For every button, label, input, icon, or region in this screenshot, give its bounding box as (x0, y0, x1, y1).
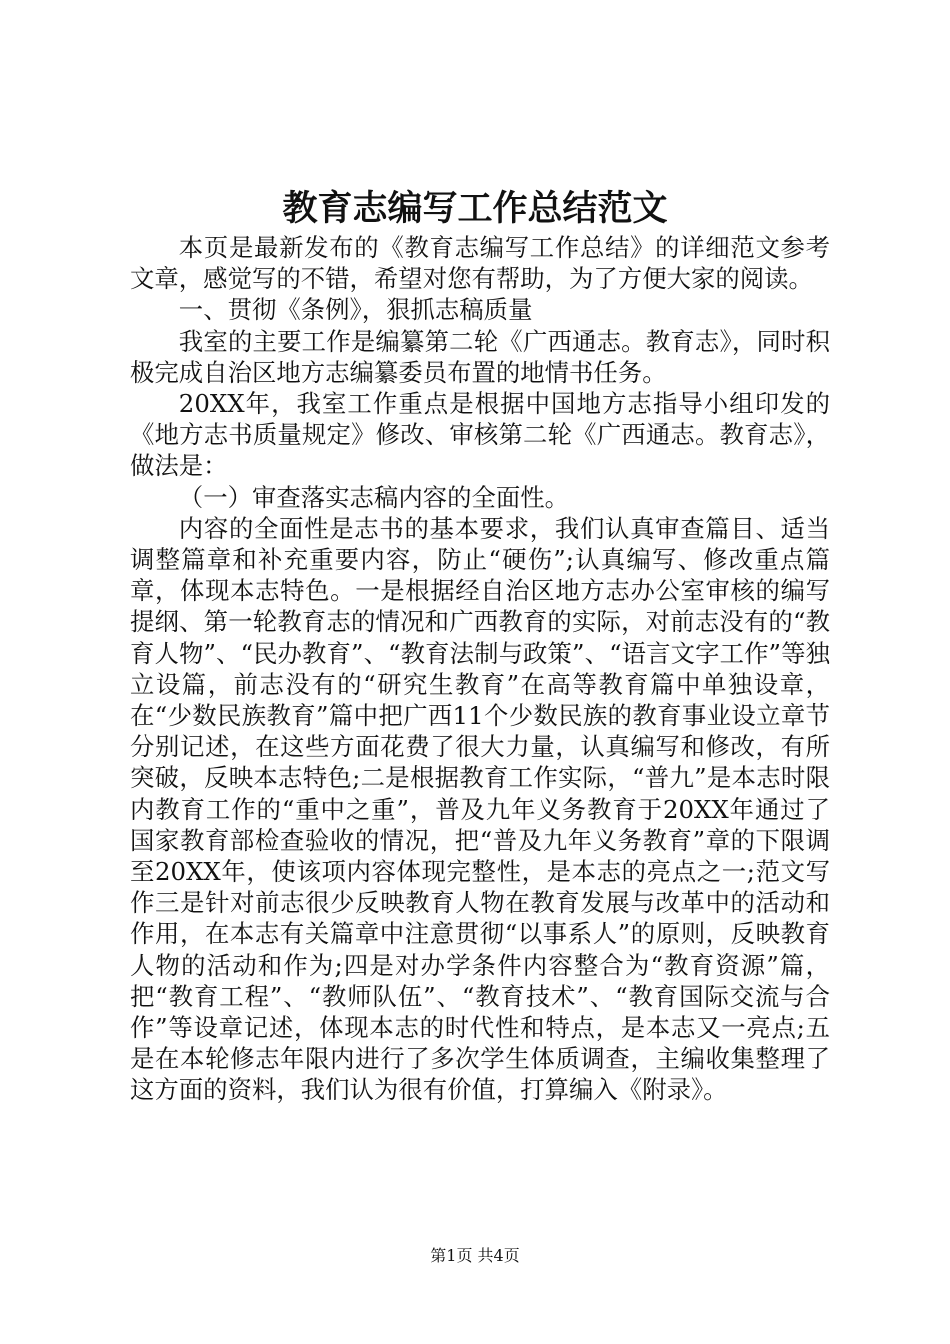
page-title: 教育志编写工作总结范文 (282, 188, 668, 229)
body-paragraph: 内容的全面性是志书的基本要求，我们认真审查篇目、适当调整篇章和补充重要内容，防止“硬伤”;认真编写、修改重点篇章，体现本志特色。一是根据经自治区地方志办公室审核的编写提纲、第一轮教育志的情况和广西教育的实际，对前志没有的“教育人物”、“民办教育”、“教育法制与政策”、“语言文字工作”等独立设篇，前志没有的“研究生教育”在高等教育篇中单独设章，在“少数民族教育”篇中把广西11个少数民族的教育事业设立章节分别记述，在这些方面花费了很大力量，认真编写和修改，有所突破，反映本志特色;二是根据教育工作实际，“普九”是本志时限内教育工作的“重中之重”，普及九年义务教育于20XX年通过了国家教育部检查验收的情况，把“普及九年义务教育”章的下限调至20XX年，使该项内容体现完整性，是本志的亮点之一;范文写作三是针对前志很少反映教育人物在教育发展与改革中的活动和作用，在本志有关篇章中注意贯彻“以事系人”的原则，反映教育人物的活动和作为;四是对办学条件内容整合为“教育资源”篇，把“教育工程”、“教师队伍”、“教育技术”、“教育国际交流与合作”等设章记述，体现本志的时代性和特点，是本志又一亮点;五是在本轮修志年限内进行了多次学生体质调查，主编收集整理了这方面的资料，我们认为很有价值，打算编入《附录》。 (130, 513, 830, 1105)
section-heading: 一、贯彻《条例》，狠抓志稿质量 (178, 295, 533, 325)
document-body (130, 232, 830, 1106)
intro-paragraph: 本页是最新发布的《教育志编写工作总结》的详细范文参考文章，感觉写的不错，希望对您有帮助，为了方便大家的阅读。 (130, 233, 830, 294)
page-number-footer: 第1页 共4页 (430, 1246, 520, 1265)
body-paragraph: 我室的主要工作是编纂第二轮《广西通志。教育志》，同时积极完成自治区地方志编纂委员布置的地情书任务。 (130, 326, 830, 387)
subsection-heading: （一）审查落实志稿内容的全面性。 (178, 482, 570, 512)
body-paragraph: 20XX年，我室工作重点是根据中国地方志指导小组印发的《地方志书质量规定》修改、审核第二轮《广西通志。教育志》，做法是： (130, 389, 830, 481)
